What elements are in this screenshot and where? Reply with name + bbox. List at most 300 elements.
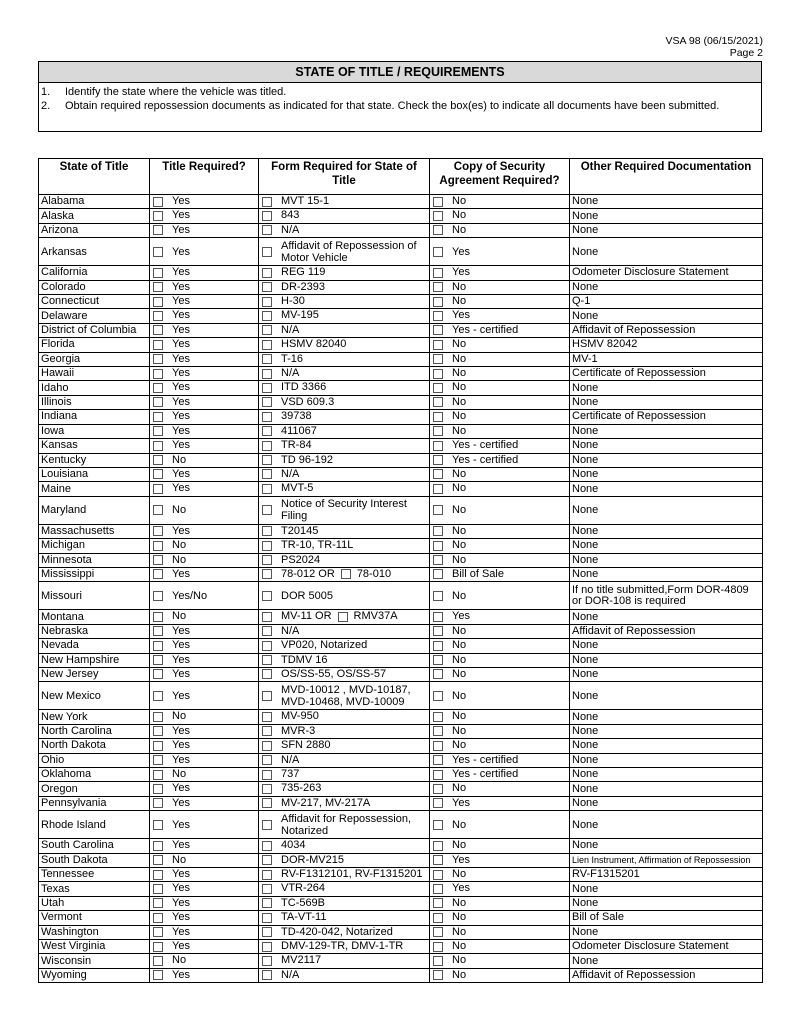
header-other-documentation: Other Required Documentation [570,159,763,195]
checkbox[interactable] [153,970,163,980]
security-agreement-cell-text: No [452,209,467,222]
checkbox[interactable] [433,755,443,765]
checkbox[interactable] [262,397,272,407]
checkbox[interactable] [153,225,163,235]
other-documentation-cell [570,768,763,782]
security-agreement-cell-text: No [452,624,467,637]
other-documentation-cell [570,811,763,839]
checkbox[interactable] [433,455,443,465]
title-required-cell [150,811,259,839]
checkbox[interactable] [262,913,272,923]
checkbox[interactable] [433,297,443,307]
table-row [39,309,763,323]
form-required-cell [259,496,430,524]
checkbox[interactable] [153,247,163,257]
checkbox[interactable] [433,526,443,536]
state-cell: Maine [39,482,150,496]
checkbox[interactable] [433,626,443,636]
checkbox[interactable] [433,898,443,908]
checkbox[interactable] [153,469,163,479]
checkbox[interactable] [262,383,272,393]
checkbox[interactable] [153,820,163,830]
checkbox[interactable] [262,970,272,980]
title-required-cell-text: Yes [172,882,190,895]
checkbox[interactable] [262,268,272,278]
checkbox[interactable] [153,455,163,465]
checkbox[interactable] [433,268,443,278]
checkbox[interactable] [262,541,272,551]
checkbox[interactable] [153,441,163,451]
form-required-cell [259,882,430,896]
checkbox[interactable] [153,197,163,207]
checkbox[interactable] [153,383,163,393]
title-required-cell [150,539,259,553]
title-required-cell-text: Yes [172,295,190,308]
form-required-cell-text: 735-263 [281,782,322,795]
form-required-cell-text: TD 96-192 [281,453,333,466]
checkbox[interactable] [262,884,272,894]
checkbox[interactable] [262,412,272,422]
checkbox[interactable] [262,712,272,722]
checkbox[interactable] [153,426,163,436]
form-required-cell-text: N/A [281,624,300,637]
checkbox[interactable] [262,755,272,765]
title-required-cell-text: Yes [172,639,190,652]
checkbox[interactable] [153,784,163,794]
checkbox[interactable] [433,211,443,221]
checkbox[interactable] [433,197,443,207]
checkbox[interactable] [433,369,443,379]
state-cell: South Dakota [39,853,150,867]
other-documentation-cell [570,896,763,910]
table-row [39,610,763,624]
checkbox[interactable] [153,354,163,364]
form-required-cell [259,811,430,839]
form-required-cell-text: 737 [281,768,300,780]
checkbox[interactable] [433,325,443,335]
security-agreement-cell [430,954,570,968]
checkbox[interactable] [153,268,163,278]
other-documentation-text: None [572,768,599,781]
security-agreement-cell [430,653,570,667]
title-required-cell [150,439,259,453]
checkbox[interactable] [433,541,443,551]
security-agreement-cell [430,768,570,782]
form-required-cell-text: MVR-3 [281,724,316,737]
checkbox[interactable] [433,927,443,937]
form-required-cell-text: MVT 15-1 [281,195,330,207]
checkbox[interactable] [433,855,443,865]
security-agreement-cell [430,968,570,982]
checkbox[interactable] [153,870,163,880]
form-required-cell-text: PS2024 [281,553,321,566]
checkbox[interactable] [153,726,163,736]
checkbox[interactable] [153,626,163,636]
checkbox[interactable] [153,369,163,379]
checkbox[interactable] [262,770,272,780]
other-documentation-text: None [572,839,599,852]
checkbox[interactable] [433,841,443,851]
state-cell: New York [39,710,150,724]
checkbox[interactable] [433,612,443,622]
checkbox[interactable] [262,669,272,679]
other-documentation-cell [570,553,763,567]
title-required-cell [150,667,259,681]
security-agreement-cell-text: No [452,352,467,365]
form-required-cell-text: DMV-129-TR, DMV-1-TR [281,940,404,953]
state-cell: Illinois [39,395,150,409]
checkbox[interactable] [433,726,443,736]
other-documentation-text: None [572,280,599,293]
security-agreement-cell [430,667,570,681]
checkbox[interactable] [433,712,443,722]
security-agreement-cell-text: Yes - certified [452,323,519,336]
checkbox[interactable] [262,798,272,808]
checkbox[interactable] [433,591,443,601]
checkbox[interactable] [433,691,443,701]
checkbox[interactable] [262,591,272,601]
checkbox[interactable] [433,340,443,350]
checkbox[interactable] [433,784,443,794]
checkbox[interactable] [433,426,443,436]
other-documentation-cell [570,796,763,810]
title-required-cell-text: Yes [172,782,190,795]
checkbox[interactable] [262,426,272,436]
checkbox[interactable] [433,505,443,515]
form-required-cell-text: 843 [281,209,300,222]
title-required-cell-text: Yes [172,689,190,702]
checkbox[interactable] [262,505,272,515]
state-cell: Colorado [39,280,150,294]
table-body [39,195,763,983]
form-required-cell-text: TR-84 [281,439,312,452]
state-cell: Arizona [39,223,150,237]
title-required-cell-text: Yes [172,896,190,909]
table-row [39,367,763,381]
form-identifier [666,35,764,59]
title-required-cell-text: Yes [172,624,190,637]
security-agreement-cell [430,882,570,896]
checkbox[interactable] [153,712,163,722]
form-required-cell-text: 411067 [281,424,317,437]
checkbox[interactable] [262,455,272,465]
checkbox[interactable] [153,855,163,865]
other-documentation-cell [570,453,763,467]
checkbox[interactable] [262,197,272,207]
checkbox[interactable] [433,913,443,923]
checkbox[interactable] [433,354,443,364]
state-cell: Missouri [39,582,150,610]
requirements-title: STATE OF TITLE / REQUIREMENTS [39,62,761,83]
form-required-cell-text: MV-195 [281,309,319,322]
checkbox[interactable] [262,898,272,908]
checkbox[interactable] [153,282,163,292]
checkbox[interactable] [262,282,272,292]
checkbox[interactable] [433,484,443,494]
checkbox[interactable] [433,555,443,565]
state-requirements-table [38,158,763,983]
form-required-cell-text: HSMV 82040 [281,338,347,351]
state-cell: Vermont [39,911,150,925]
checkbox[interactable] [262,942,272,952]
other-documentation-cell [570,653,763,667]
checkbox[interactable] [262,526,272,536]
checkbox[interactable] [262,841,272,851]
checkbox[interactable] [262,555,272,565]
title-required-cell-text: No [172,710,187,723]
checkbox[interactable] [153,340,163,350]
checkbox[interactable] [262,641,272,651]
checkbox[interactable] [262,297,272,307]
table-row [39,853,763,867]
title-required-cell-text: Yes [172,280,190,293]
checkbox[interactable] [262,655,272,665]
other-documentation-text: None [572,639,599,652]
checkbox[interactable] [262,784,272,794]
state-cell: North Dakota [39,739,150,753]
form-required-cell [259,567,430,581]
security-agreement-cell-text: No [452,782,467,795]
checkbox[interactable] [262,354,272,364]
checkbox[interactable] [433,225,443,235]
checkbox[interactable] [433,970,443,980]
table-row [39,768,763,782]
checkbox[interactable] [433,282,443,292]
checkbox[interactable] [433,383,443,393]
security-agreement-cell-text: No [452,539,467,552]
security-agreement-cell [430,266,570,280]
checkbox[interactable] [262,956,272,966]
title-required-cell-text: Yes [172,796,190,809]
other-documentation-cell [570,209,763,223]
checkbox[interactable] [433,741,443,751]
table-row [39,882,763,896]
header-state: State of Title [39,159,150,195]
other-documentation-text: None [572,753,599,766]
state-cell: California [39,266,150,280]
checkbox[interactable] [433,441,443,451]
checkbox[interactable] [433,820,443,830]
checkbox[interactable] [153,898,163,908]
checkbox[interactable] [433,870,443,880]
title-required-cell [150,567,259,581]
checkbox[interactable] [153,841,163,851]
checkbox[interactable] [262,247,272,257]
checkbox[interactable] [433,942,443,952]
title-required-cell [150,496,259,524]
checkbox[interactable] [433,247,443,257]
other-documentation-text: None [572,553,599,566]
table-row [39,238,763,266]
state-cell: Wisconsin [39,954,150,968]
title-required-cell-text: Yes [172,195,190,207]
checkbox[interactable] [262,225,272,235]
instructions-list [41,85,761,113]
form-required-cell [259,753,430,767]
other-documentation-text: None [572,309,599,322]
checkbox[interactable] [153,798,163,808]
checkbox[interactable] [338,612,348,622]
state-cell: Tennessee [39,868,150,882]
checkbox[interactable] [153,655,163,665]
other-documentation-cell [570,309,763,323]
checkbox[interactable] [433,798,443,808]
title-required-cell [150,295,259,309]
checkbox[interactable] [341,569,351,579]
form-required-cell-text: DOR 5005 [281,589,333,602]
security-agreement-cell [430,710,570,724]
title-required-cell [150,882,259,896]
checkbox[interactable] [153,412,163,422]
title-required-cell [150,896,259,910]
security-agreement-cell-text: No [452,968,467,981]
table-row [39,223,763,237]
security-agreement-cell [430,524,570,538]
checkbox[interactable] [262,612,272,622]
checkbox[interactable] [153,541,163,551]
security-agreement-cell [430,624,570,638]
state-cell: Montana [39,610,150,624]
other-documentation-text: None [572,897,599,910]
step-number: 2. [41,100,51,112]
checkbox[interactable] [153,555,163,565]
other-documentation-text: None [572,396,599,409]
form-required-cell-text: T20145 [281,524,319,537]
checkbox[interactable] [153,927,163,937]
checkbox[interactable] [153,526,163,536]
title-required-cell-text: Yes [172,724,190,737]
other-documentation-cell [570,610,763,624]
checkbox[interactable] [153,612,163,622]
checkbox[interactable] [153,505,163,515]
state-cell: Ohio [39,753,150,767]
state-cell: Wyoming [39,968,150,982]
other-documentation-text: Lien Instrument, Affirmation of Repossession [572,854,751,865]
checkbox[interactable] [153,755,163,765]
other-documentation-text: None [572,925,599,938]
checkbox[interactable] [262,820,272,830]
checkbox[interactable] [153,569,163,579]
other-documentation-cell [570,381,763,395]
title-required-cell [150,940,259,954]
checkbox[interactable] [153,913,163,923]
checkbox[interactable] [153,942,163,952]
form-required-cell-text: H-30 [281,295,305,308]
title-required-cell [150,395,259,409]
form-required-cell-text: TA-VT-11 [281,911,327,924]
checkbox[interactable] [153,297,163,307]
other-documentation-text: None [572,610,599,623]
checkbox[interactable] [153,641,163,651]
checkbox[interactable] [262,741,272,751]
checkbox[interactable] [433,311,443,321]
checkbox[interactable] [433,469,443,479]
checkbox[interactable] [433,884,443,894]
table-row [39,624,763,638]
form-required-cell [259,739,430,753]
checkbox[interactable] [153,484,163,494]
security-agreement-cell-text: Yes - certified [452,753,519,766]
checkbox[interactable] [153,591,163,601]
checkbox[interactable] [262,340,272,350]
other-documentation-cell [570,882,763,896]
checkbox[interactable] [262,927,272,937]
checkbox[interactable] [262,211,272,221]
security-agreement-cell [430,439,570,453]
title-required-cell [150,710,259,724]
checkbox[interactable] [262,484,272,494]
security-agreement-cell [430,911,570,925]
title-required-cell-text: Yes [172,667,190,680]
form-required-cell [259,352,430,366]
other-documentation-cell [570,266,763,280]
security-agreement-cell-text: No [452,896,467,909]
checkbox[interactable] [153,956,163,966]
checkbox[interactable] [262,469,272,479]
state-cell: Oregon [39,782,150,796]
checkbox[interactable] [262,325,272,335]
other-documentation-cell [570,639,763,653]
security-agreement-cell-text: No [452,954,467,967]
checkbox[interactable] [153,325,163,335]
form-required-cell [259,381,430,395]
other-documentation-text: None [572,710,599,723]
table-row [39,954,763,968]
form-required-cell-text: MV-950 [281,710,319,723]
security-agreement-cell [430,896,570,910]
checkbox[interactable] [262,311,272,321]
checkbox[interactable] [433,569,443,579]
security-agreement-cell [430,739,570,753]
checkbox[interactable] [433,412,443,422]
checkbox[interactable] [262,870,272,880]
checkbox[interactable] [262,691,272,701]
security-agreement-cell [430,496,570,524]
checkbox[interactable] [153,211,163,221]
checkbox[interactable] [433,655,443,665]
checkbox[interactable] [153,691,163,701]
title-required-cell-text: No [172,504,187,517]
checkbox[interactable] [262,855,272,865]
other-documentation-cell [570,367,763,381]
title-required-cell-text: No [172,610,187,623]
form-required-cell [259,710,430,724]
state-cell: Massachusetts [39,524,150,538]
other-documentation-text: Q-1 [572,295,591,308]
checkbox[interactable] [262,441,272,451]
table-row [39,539,763,553]
checkbox[interactable] [153,669,163,679]
checkbox[interactable] [153,397,163,407]
checkbox[interactable] [262,369,272,379]
checkbox[interactable] [262,569,272,579]
checkbox[interactable] [153,884,163,894]
title-required-cell-text: Yes [172,739,190,752]
checkbox[interactable] [153,311,163,321]
checkbox[interactable] [433,641,443,651]
checkbox[interactable] [153,770,163,780]
checkbox[interactable] [262,626,272,636]
form-required-cell [259,940,430,954]
checkbox[interactable] [153,741,163,751]
checkbox[interactable] [433,397,443,407]
checkbox[interactable] [433,956,443,966]
state-cell: Texas [39,882,150,896]
checkbox[interactable] [262,726,272,736]
title-required-cell [150,639,259,653]
checkbox[interactable] [433,770,443,780]
checkbox[interactable] [433,669,443,679]
